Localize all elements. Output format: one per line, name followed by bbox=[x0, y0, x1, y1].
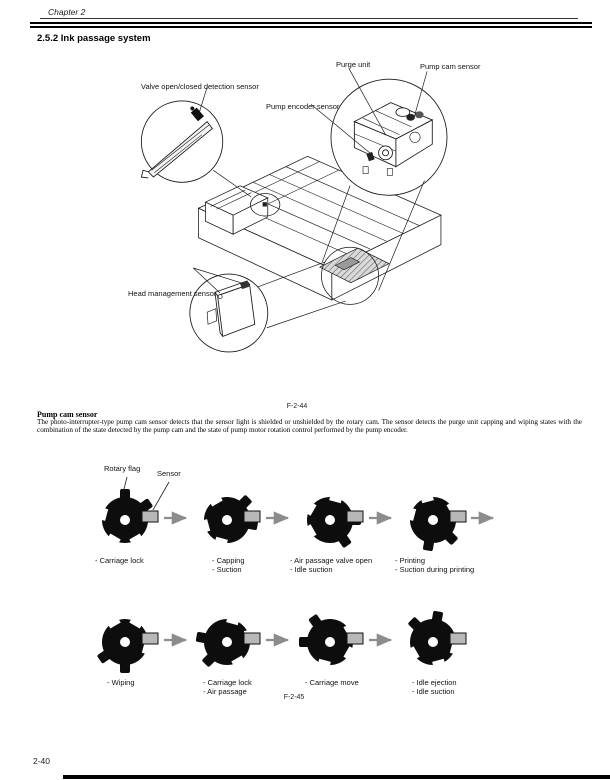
valve-sensor-label: Valve open/closed detection sensor bbox=[141, 82, 259, 91]
header-rule-double bbox=[30, 22, 592, 28]
cam-state-line: - Air passage bbox=[203, 687, 247, 697]
cam-state-line: - Suction during printing bbox=[395, 565, 475, 575]
cam-row-1 bbox=[94, 476, 493, 562]
cam-state-label bbox=[412, 678, 457, 696]
cam-state-line: - Carriage move bbox=[305, 678, 359, 687]
cam-state-label bbox=[212, 556, 245, 574]
body-heading: Pump cam sensor bbox=[37, 410, 98, 419]
cam-state-line: - Idle ejection bbox=[412, 678, 457, 687]
cam-state-label bbox=[305, 678, 359, 687]
cam-state-label bbox=[95, 556, 144, 565]
chapter-header: Chapter 2 bbox=[48, 7, 86, 17]
rotary-flag-label: Rotary flag bbox=[104, 464, 141, 473]
head-management-sensor-label: Head management sensor bbox=[128, 289, 217, 298]
cam-state-line: - Idle suction bbox=[290, 565, 333, 575]
page-number: 2-40 bbox=[33, 756, 51, 766]
sensor-label: Sensor bbox=[157, 469, 181, 478]
footer-bar bbox=[63, 775, 610, 779]
cam-state-label bbox=[395, 556, 474, 574]
cam-state-line: - Carriage lock bbox=[95, 556, 144, 565]
head-management-callout bbox=[190, 274, 268, 352]
cam-state-line: - Air passage valve open bbox=[290, 556, 373, 565]
body-paragraph: The photo-interrupter-type pump cam sensor detects that the sensor light is shielded or unshielded by the rotary cam. The sensor detects the purge unit capping and wiping states with the combination of the state detected by the pump cam and the state of pump motor rotation control performed by the pump encoder. bbox=[37, 418, 582, 434]
cam-state-label bbox=[203, 678, 252, 696]
figure-2-diagram bbox=[0, 455, 610, 715]
cam-row-2 bbox=[97, 600, 474, 686]
purge-unit-label: Purge unit bbox=[336, 60, 371, 69]
figure-2-caption: F-2-45 bbox=[283, 694, 305, 701]
purge-unit-callout bbox=[331, 79, 447, 195]
cam-state-line: - Wiping bbox=[107, 678, 135, 687]
cam-state-line: - Capping bbox=[212, 556, 245, 565]
cam-state-label bbox=[107, 678, 135, 687]
pump-encoder-sensor-label: Pump encoder sensor bbox=[266, 102, 340, 111]
cam-state-line: - Carriage lock bbox=[203, 678, 252, 687]
figure-1-caption: F-2-44 bbox=[286, 403, 308, 410]
cam-state-label bbox=[290, 556, 372, 574]
cam-state-line: - Printing bbox=[395, 556, 426, 565]
pump-cam-sensor-label: Pump cam sensor bbox=[420, 62, 481, 71]
valve-sensor-callout bbox=[141, 101, 222, 182]
cam-state-line: - Suction bbox=[212, 565, 242, 575]
section-title: 2.5.2 Ink passage system bbox=[37, 33, 151, 44]
cam-state-line: - Idle suction bbox=[412, 687, 455, 697]
header-rule-thin bbox=[40, 18, 578, 19]
